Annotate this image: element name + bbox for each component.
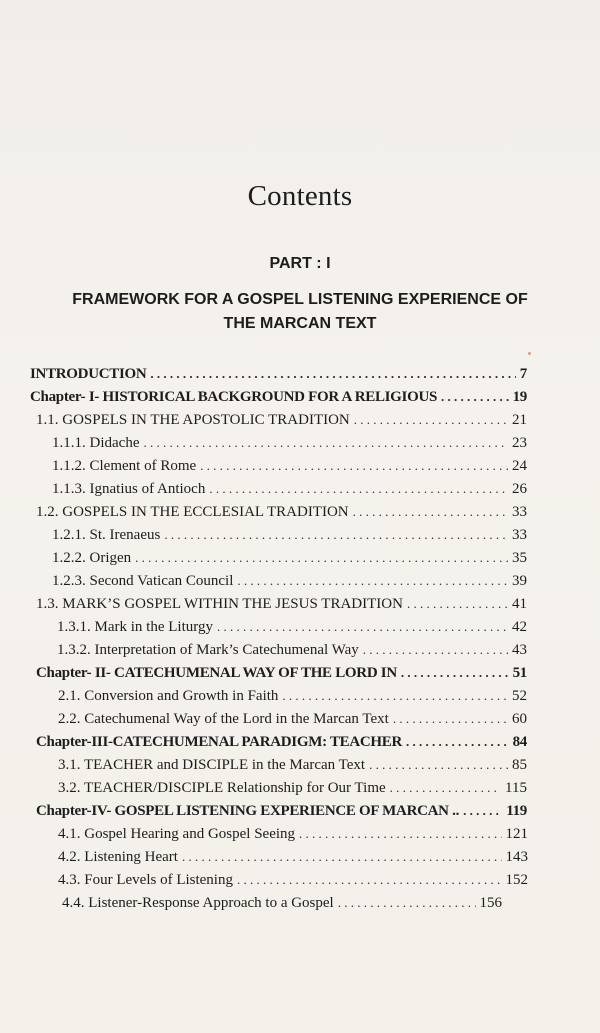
dot-leader [282,688,508,704]
toc-page-number: 39 [512,573,527,589]
toc-page-number: 43 [512,642,527,658]
part-title [20,288,580,336]
part-title-line-2: THE MARCAN TEXT [223,315,377,332]
toc-entry-section-1-1 [36,412,527,434]
dot-leader [209,481,508,497]
dot-leader [182,849,502,865]
toc-page-number: 60 [512,711,527,727]
dot-leader [401,665,509,681]
dot-leader [354,412,508,428]
paper-speck [528,352,531,355]
toc-entry-label: 4.2. Listening Heart [58,849,178,865]
toc-entry-label: 4.3. Four Levels of Listening [58,872,233,888]
toc-entry-label: 2.2. Catechumenal Way of the Lord in the Marcan Text [58,711,389,727]
toc-page-number: 26 [512,481,527,497]
dot-leader [164,527,508,543]
toc-entry-label: Chapter- II- CATECHUMENAL WAY OF THE LORD IN [36,665,397,681]
toc-entry-label: INTRODUCTION [30,366,147,382]
toc-page-number: 121 [505,826,528,842]
dot-leader [200,458,508,474]
toc-page-number: 115 [505,780,527,796]
toc-page-number: 152 [505,872,528,888]
toc-entry-chapter-2 [36,665,527,687]
toc-entry-label: 1.3.2. Interpretation of Mark’s Catechumenal Way [57,642,359,658]
dot-leader [363,642,508,658]
toc-entry-section-4-1 [58,826,528,848]
toc-entry-label: 1.1.3. Ignatius of Antioch [52,481,206,497]
dot-leader [390,780,501,796]
toc-entry-section-4-4 [62,895,502,917]
toc-entry-label: 1.2.2. Origen [52,550,132,566]
toc-page-number: 21 [512,412,527,428]
dot-leader [441,389,509,405]
dot-leader [150,366,515,382]
toc-entry-label: 1.1.1. Didache [52,435,140,451]
toc-entry-chapter-3 [36,734,527,756]
toc-entry-label: 3.1. TEACHER and DISCIPLE in the Marcan Text [58,757,366,773]
toc-page-number: 33 [512,504,527,520]
toc-entry-section-2-1 [58,688,527,710]
dot-leader [143,435,508,451]
toc-entry-section-3-1 [58,757,527,779]
toc-page-number: 41 [512,596,527,612]
dot-leader [393,711,508,727]
dot-leader [237,573,508,589]
toc-entry-label: 1.3. MARK’S GOSPEL WITHIN THE JESUS TRADITION [36,596,403,612]
toc-entry-section-4-3 [58,872,528,894]
toc-page-number: 156 [479,895,502,911]
dot-leader [237,872,502,888]
toc-page-number: 23 [512,435,527,451]
toc-page-number: 19 [512,389,527,405]
toc-entry-section-1-1-2 [52,458,527,480]
toc-page-number: 7 [519,366,527,382]
dot-leader [217,619,508,635]
toc-entry-label: Chapter-III-CATECHUMENAL PARADIGM: TEACHER [36,734,403,750]
toc-entry-label: Chapter-IV- GOSPEL LISTENING EXPERIENCE OF MARCAN .. [36,803,460,819]
toc-entry-label: Chapter- I- HISTORICAL BACKGROUND FOR A RELIGIOUS [30,389,438,405]
toc-entry-section-3-2 [58,780,527,802]
toc-entry-section-1-3 [36,596,527,618]
toc-entry-label: 1.3.1. Mark in the Liturgy [57,619,213,635]
toc-entry-label: 1.1. GOSPELS IN THE APOSTOLIC TRADITION [36,412,350,428]
dot-leader [463,803,502,819]
toc-entry-section-1-2-1 [52,527,527,549]
toc-page-number: 42 [512,619,527,635]
toc-page-number: 143 [505,849,528,865]
toc-page-number: 35 [512,550,527,566]
toc-entry-label: 1.2. GOSPELS IN THE ECCLESIAL TRADITION [36,504,349,520]
page-title: Contents [247,180,353,212]
toc-entry-section-1-2-2 [52,550,527,572]
table-of-contents [0,366,600,936]
toc-entry-chapter-4 [36,803,527,825]
part-label: PART : I [269,255,331,272]
toc-page-number: 85 [512,757,527,773]
toc-entry-section-4-2 [58,849,528,871]
toc-entry-section-1-2-3 [52,573,527,595]
dot-leader [299,826,501,842]
toc-page-number: 119 [506,803,527,819]
dot-leader [407,596,508,612]
toc-page-number: 52 [512,688,527,704]
toc-entry-label: 3.2. TEACHER/DISCIPLE Relationship for Our Time [58,780,386,796]
toc-entry-label: 1.2.3. Second Vatican Council [52,573,234,589]
dot-leader [338,895,476,911]
toc-entry-section-1-3-1 [57,619,527,641]
toc-entry-section-1-1-3 [52,481,527,503]
toc-entry-section-1-3-2 [57,642,527,664]
toc-page-number: 24 [512,458,527,474]
dot-leader [135,550,508,566]
part-title-line-1: FRAMEWORK FOR A GOSPEL LISTENING EXPERIENCE OF [72,291,528,308]
toc-entry-chapter-1 [30,389,527,411]
toc-entry-label: 2.1. Conversion and Growth in Faith [58,688,279,704]
toc-entry-label: 4.4. Listener-Response Approach to a Gospel [62,895,334,911]
toc-entry-introduction [30,366,527,388]
toc-entry-section-2-2 [58,711,527,733]
toc-entry-label: 1.2.1. St. Irenaeus [52,527,161,543]
toc-page-number: 33 [512,527,527,543]
toc-page-number: 51 [512,665,527,681]
dot-leader [353,504,508,520]
toc-entry-label: 1.1.2. Clement of Rome [52,458,197,474]
dot-leader [369,757,508,773]
toc-entry-section-1-2 [36,504,527,526]
toc-entry-section-1-1-1 [52,435,527,457]
dot-leader [406,734,509,750]
toc-entry-label: 4.1. Gospel Hearing and Gospel Seeing [58,826,296,842]
toc-page-number: 84 [512,734,527,750]
